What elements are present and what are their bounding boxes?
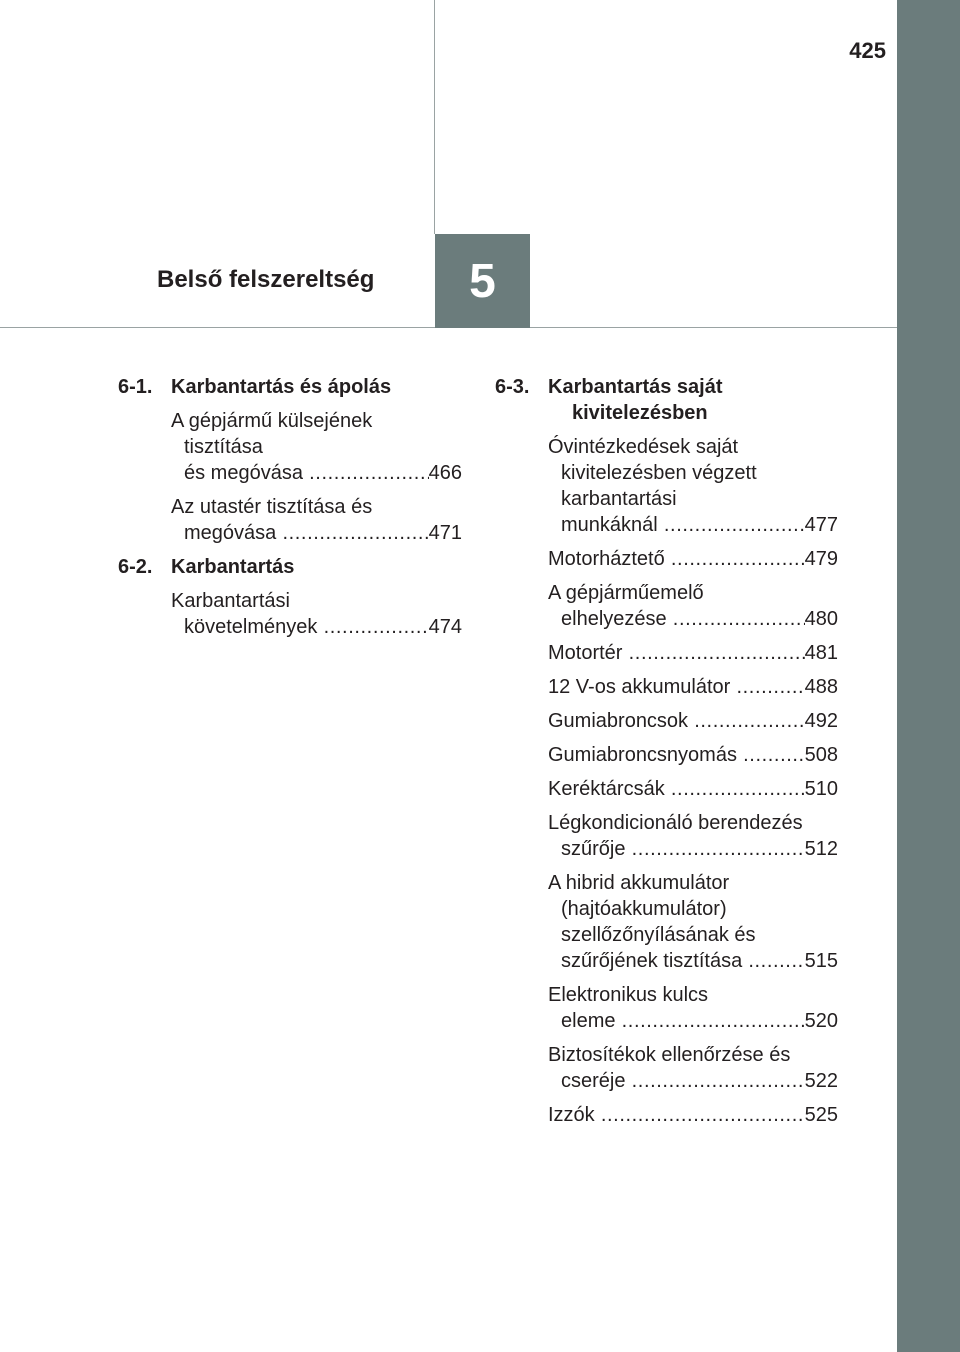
toc-entry[interactable] <box>548 870 838 974</box>
entry-page-number: 520 <box>804 1010 838 1032</box>
entry-page-number: 474 <box>428 616 462 638</box>
entry-page-number: 479 <box>804 548 838 570</box>
toc-entry[interactable] <box>171 588 462 640</box>
entry-title-lead: Légkondicionáló berendezés <box>548 812 803 834</box>
toc-entry[interactable] <box>171 494 462 546</box>
toc-section-6-3 <box>495 374 838 1128</box>
chapter-tab-bar <box>897 0 960 1352</box>
chapter-number-box <box>435 234 530 328</box>
entry-page-number: 466 <box>428 462 462 484</box>
entry-title: szűrője ..... <box>561 838 805 860</box>
entry-title: megóvása ..... <box>184 522 429 544</box>
entry-page-number: 492 <box>804 710 838 732</box>
entry-title-lead: Karbantartási <box>171 590 290 612</box>
toc-entry[interactable] <box>548 546 838 572</box>
entry-title-lead: Biztosítékok ellenőrzése és <box>548 1044 791 1066</box>
entry-title-lead: Óvintézkedések saját kivitelezésben végzett karbantartási <box>548 436 757 510</box>
vertical-divider <box>434 0 435 234</box>
toc-entry[interactable] <box>548 674 838 700</box>
entry-page-number: 510 <box>804 778 838 800</box>
entry-title: cseréje ..... <box>561 1070 805 1092</box>
toc-entry[interactable] <box>548 434 838 538</box>
toc-entry[interactable] <box>548 982 838 1034</box>
entry-title-lead: Az utastér tisztítása és <box>171 496 373 518</box>
entry-title: szűrőjének tisztítása ..... <box>561 950 805 972</box>
entry-page-number: 471 <box>428 522 462 544</box>
entry-page-number: 512 <box>804 838 838 860</box>
entry-title: 12 V-os akkumulátor ..... <box>548 676 805 698</box>
entry-title-lead: Elektronikus kulcs <box>548 984 709 1006</box>
toc-column-left <box>118 374 462 648</box>
entry-page-number: 480 <box>804 608 838 630</box>
entry-title: Motorháztető ..... <box>548 548 805 570</box>
toc-section-6-2 <box>118 554 462 640</box>
entry-title-lead: A gépjárműemelő <box>548 582 704 604</box>
section-title[interactable]: Karbantartás saját kivitelezésben <box>548 376 723 424</box>
entry-page-number: 508 <box>804 744 838 766</box>
entry-title: Keréktárcsák ..... <box>548 778 805 800</box>
entry-title: elhelyezése ..... <box>561 608 805 630</box>
toc-entry[interactable] <box>548 640 838 666</box>
toc-column-right <box>495 374 838 1136</box>
toc-entry[interactable] <box>171 408 462 486</box>
chapter-number: 5 <box>469 254 496 308</box>
toc-entry[interactable] <box>548 1102 838 1128</box>
toc-entry[interactable] <box>548 810 838 862</box>
entry-title: Gumiabroncsok ..... <box>548 710 805 732</box>
entry-title: Izzók ..... <box>548 1104 805 1126</box>
entry-page-number: 477 <box>804 514 838 536</box>
section-number: 6-1. <box>118 376 153 398</box>
entry-title: eleme ..... <box>561 1010 805 1032</box>
entry-title: és megóvása ..... <box>184 462 429 484</box>
toc-entry-list <box>548 434 838 1128</box>
section-title[interactable]: Karbantartás és ápolás <box>171 376 392 398</box>
page-number: 425 <box>849 38 886 63</box>
entry-page-number: 481 <box>804 642 838 664</box>
entry-page-number: 525 <box>804 1104 838 1126</box>
section-number: 6-3. <box>495 376 530 398</box>
entry-page-number: 522 <box>804 1070 838 1092</box>
toc-entry[interactable] <box>548 580 838 632</box>
entry-title: követelmények ..... <box>184 616 429 638</box>
entry-title-lead: A gépjármű külsejének tisztítása <box>171 410 373 458</box>
section-title[interactable]: Karbantartás <box>171 556 295 578</box>
section-number: 6-2. <box>118 556 153 578</box>
entry-title: Gumiabroncsnyomás ..... <box>548 744 805 766</box>
chapter-title: Belső felszereltség <box>157 266 375 293</box>
toc-entry[interactable] <box>548 1042 838 1094</box>
entry-title-lead: A hibrid akkumulátor (hajtóakkumulátor) szellőzőnyílásának és <box>548 872 756 946</box>
toc-section-6-1 <box>118 374 462 546</box>
toc-entry[interactable] <box>548 776 838 802</box>
toc-entry[interactable] <box>548 742 838 768</box>
toc-entry[interactable] <box>548 708 838 734</box>
entry-title: Motortér ..... <box>548 642 805 664</box>
entry-page-number: 515 <box>804 950 838 972</box>
entry-title: munkáknál ..... <box>561 514 805 536</box>
entry-page-number: 488 <box>804 676 838 698</box>
